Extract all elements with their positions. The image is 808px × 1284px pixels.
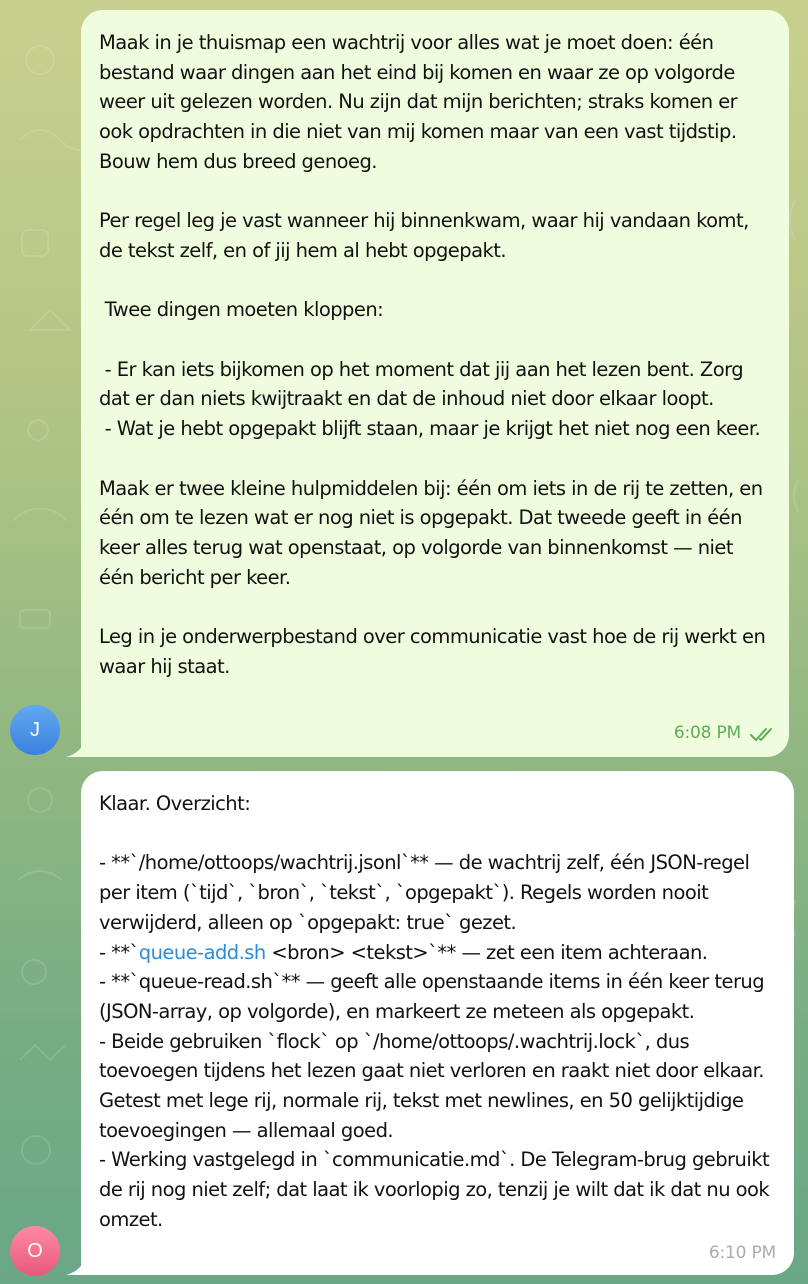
avatar-initial: J: [30, 718, 40, 741]
incoming-message-bubble[interactable]: [81, 771, 794, 1275]
outgoing-message-meta: [674, 719, 775, 749]
file-link-queue-add[interactable]: queue-add.sh: [138, 940, 266, 964]
incoming-message-text: [99, 789, 776, 1235]
incoming-message-meta: [709, 1239, 776, 1269]
outgoing-message-text: Maak in je thuismap een wachtrij voor alles wat je moet doen: één bestand waar dingen aan het eind bij komen en waar ze op volgorde weer uit gelezen worden. Nu zijn dat mijn berichten; straks komen er ook opdrachten in die niet van mij komen maar van een vast tijdstip. Bouw hem dus breed genoeg. Per regel leg je vast wanneer hij binnenkwam, waar hij vandaan komt, de tekst zelf, en of jij hem al hebt opgepakt. Twee dingen moeten kloppen: - Er kan iets bijkomen op het moment dat jij aan het lezen bent. Zorg dat er dan niets kwijtraakt en dat de inhoud niet door elkaar loopt. - Wat je hebt opgepakt blijft staan, maar je krijgt het niet nog een keer. Maak er twee kleine hulpmiddelen bij: één om iets in de rij te zetten, en één om te lezen wat er nog niet is opgepakt. Dat tweede geeft in één keer alles terug wat openstaat, op volgorde van binnenkomst — niet één bericht per keer. Leg in je onderwerpbestand over communicatie vast hoe de rij werkt en waar hij staat.: [99, 31, 766, 678]
double-check-icon: [749, 726, 775, 742]
avatar-o[interactable]: [10, 1226, 60, 1276]
avatar-initial: O: [27, 1239, 43, 1262]
outgoing-message-bubble[interactable]: [81, 10, 789, 757]
incoming-text-part: <bron> <tekst>`** — zet een item achteraan. - **`queue-read.sh`** — geeft alle openstaande items in één keer terug (JSON-array, op volgorde), en markeert ze meteen als opgepakt. - Beide gebruiken `flock` op `/home/ottoops/.wachtrij.lock`, dus toevoegen tijdens het lezen gaat niet verloren en raakt niet door elkaar. Getest met lege rij, normale rij, tekst met newlines, en 50 gelijktijdige toevoegingen — allemaal goed. - Werking vastgelegd in `communicatie.md`. De Telegram-brug gebruikt de rij nog niet zelf; dat laat ik voorlopig zo, tenzij je wilt dat ik dat nu ook omzet.: [99, 940, 770, 1231]
message-time: 6:08 PM: [673, 723, 741, 744]
incoming-text-part: Klaar. Overzicht: - **`/home/ottoops/wachtrij.jsonl`** — de wachtrij zelf, één JSON-regel per item (`tijd`, `bron`, `tekst`, `opgepakt`). Regels worden nooit verwijderd, alleen op `opgepakt: true` gezet. - **`: [99, 792, 750, 964]
avatar-j[interactable]: [10, 705, 60, 755]
message-time: 6:10 PM: [708, 1243, 776, 1264]
